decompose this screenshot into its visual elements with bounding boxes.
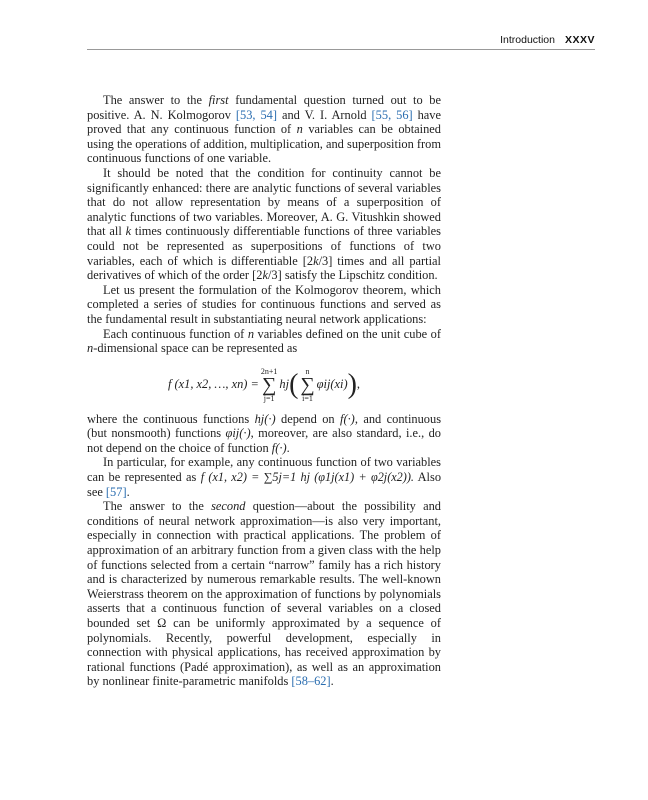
math-expr: φij(·)	[225, 426, 251, 441]
text: , moreover, are also standard, i.e., do not depend on the choice of function	[87, 426, 441, 455]
math-var: k	[125, 224, 132, 239]
citation-link[interactable]: [55, 56]	[371, 107, 413, 122]
paragraph-3: Let us present the formulation of the Kolmogorov theorem, which completed a series of studies for continuous functions and served as the fundamental result in substantiating neural network applications:	[87, 282, 441, 326]
page-number: XXXV	[564, 34, 595, 46]
text: The answer to the	[103, 93, 209, 107]
citation-link[interactable]: [58–62]	[291, 674, 331, 689]
sum-lower-limit: j=1	[263, 393, 275, 403]
text: variables can be obtained using the operations of addition, multiplication, and superposition from continuous functions of one variable.	[87, 122, 441, 166]
text: .	[126, 484, 130, 499]
text: -dimensional space can be represented as	[93, 341, 298, 356]
math-expr: f(·)	[340, 411, 355, 426]
math-expr: f(·)	[271, 440, 287, 455]
text: Also see	[87, 470, 442, 499]
kolmogorov-formula	[87, 362, 441, 408]
text: question—about the possibility and conditions of neural network approximation—is also very important, especially in connection with practical applications. The problem of approximation of an arbitrary function from a given class with the help of functions selected from a certain “narrow” family has a rich history and is characterized by numerous remarkable results. The well-known Weierstrass theorem on the approximation of functions by polynomials asserts that a continuous function of several variables on a closed bounded set Ω can be uniformly approximated by a sequence of polynomials. Recently, powerful development, especially in connection with physical applications, has received approximation by rational functions (Padé approximation), as well as an approximation by nonlinear finite-parametric manifolds	[87, 499, 441, 689]
paragraph-6	[87, 455, 441, 499]
math-var: n	[87, 341, 94, 356]
formula-lhs: f (x1, x2, …, xn) =	[167, 377, 259, 392]
text: Each continuous function of	[103, 326, 248, 341]
text: times continuously differentiable functions of three variables could not be represented as superpositions of functions of two variables, each of which is differentiable [2	[87, 224, 441, 268]
sum-upper-limit: 2n+1	[260, 366, 278, 376]
citation-link[interactable]: [57]	[105, 484, 127, 499]
text: .	[330, 674, 334, 689]
text: , and continuous (but nonsmooth) functions	[87, 411, 442, 441]
math-expr: hj(·)	[254, 411, 276, 426]
sum-upper-limit: n	[305, 366, 310, 376]
text: and V. I. Arnold	[277, 107, 372, 122]
sigma-symbol: ∑	[300, 373, 315, 396]
text: /3] times and all partial derivatives of which of the order [2	[87, 253, 441, 283]
math-var: k	[313, 253, 319, 268]
citation-link[interactable]: [53, 54]	[235, 107, 277, 122]
text: /3] satisfy the Lipschitz condition.	[267, 268, 438, 283]
math-var: n	[247, 326, 255, 341]
formula-comma: ,	[356, 377, 361, 392]
inline-formula: f (x1, x2) = ∑5j=1 hj (φ1j(x1) + φ2j(x2)).	[200, 470, 414, 485]
text: .	[286, 440, 290, 455]
paragraph-1	[87, 93, 441, 166]
body-text	[87, 93, 441, 689]
paragraph-2	[87, 166, 441, 283]
sigma-symbol: ∑	[262, 373, 277, 396]
paragraph-4	[87, 327, 441, 356]
section-title: Introduction	[500, 34, 555, 46]
text: variables defined on the unit cube of	[254, 326, 441, 341]
formula-phi: φij(xi)	[316, 377, 348, 392]
right-paren: )	[347, 368, 357, 400]
text: The answer to the	[103, 499, 212, 514]
text: depend on	[275, 411, 341, 426]
paragraph-5	[87, 412, 441, 456]
formula-h: hj	[279, 377, 290, 392]
text: where the continuous functions	[87, 411, 255, 426]
inner-sum	[300, 367, 314, 403]
emphasis: first	[208, 93, 229, 107]
text: In particular, for example, any continuous function of two variables can be represented as	[87, 455, 441, 485]
math-var: n	[296, 122, 303, 137]
emphasis: second	[211, 499, 246, 514]
text: have proved that any continuous function of	[87, 107, 441, 137]
left-paren: (	[289, 368, 299, 400]
running-head	[87, 34, 595, 50]
math-var: k	[262, 268, 268, 283]
text: fundamental question turned out to be positive. A. N. Kolmogorov	[87, 93, 441, 122]
text: It should be noted that the condition for continuity cannot be significantly enhanced: there are analytic functions of several variables that do not allow representation by means of a superposition of analytic functions of two variables. Moreover, A. G. Vitushkin showed that all	[87, 165, 441, 239]
paragraph-7	[87, 499, 441, 689]
outer-sum	[261, 367, 278, 403]
sum-lower-limit: i=1	[302, 393, 313, 403]
